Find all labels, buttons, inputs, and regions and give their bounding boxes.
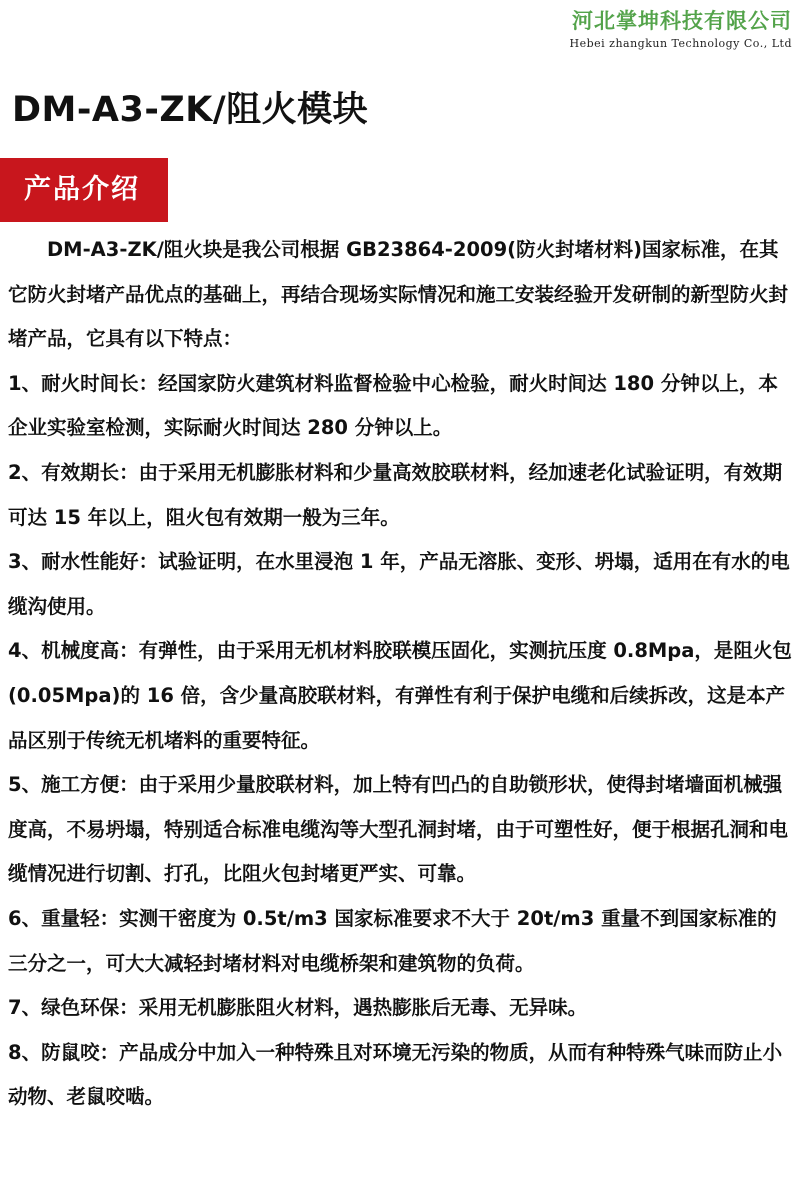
page-title: DM-A3-ZK/阻火模块 xyxy=(12,90,369,130)
feature-item-7: 7、绿色环保：采用无机膨胀阻火材料，遇热膨胀后无毒、无异味。 xyxy=(8,996,588,1020)
intro-paragraph: DM-A3-ZK/阻火块是我公司根据 GB23864-2009(防火封堵材料)国家标准，在其它防火封堵产品优点的基础上，再结合现场实际情况和施工安装经验开发研制的新型防火封堵产品，它具有以下特点： xyxy=(8,238,789,351)
feature-item-3: 3、耐水性能好：试验证明，在水里浸泡 1 年，产品无溶胀、变形、坍塌，适用在有水的电缆沟使用。 xyxy=(8,550,790,618)
feature-item-2: 2、有效期长：由于采用无机膨胀材料和少量高效胶联材料，经加速老化试验证明，有效期可达 15 年以上，阻火包有效期一般为三年。 xyxy=(8,460,783,529)
feature-item-8: 8、防鼠咬：产品成分中加入一种特殊且对环境无污染的物质，从而有种特殊气味而防止小动物、老鼠咬啮。 xyxy=(8,1040,783,1109)
company-name-en: Hebei zhangkun Technology Co., Ltd xyxy=(569,37,792,50)
feature-item-1: 1、耐火时间长：经国家防火建筑材料监督检验中心检验，耐火时间达 180 分钟以上，本企业实验室检测，实际耐火时间达 280 分钟以上。 xyxy=(8,371,778,440)
company-brand xyxy=(569,8,792,52)
feature-item-5: 5、施工方便：由于采用少量胶联材料，加上特有凹凸的自助锁形状，使得封堵墙面机械强度高，不易坍塌，特别适合标准电缆沟等大型孔洞封堵，由于可塑性好，便于根据孔洞和电缆情况进行切割、打孔，比阻火包封堵更严实、可靠。 xyxy=(8,773,789,886)
section-banner-product-intro: 产品介绍 xyxy=(0,158,168,222)
feature-item-6: 6、重量轻：实测干密度为 0.5t/m3 国家标准要求不大于 20t/m3 重量不到国家标准的三分之一，可大大减轻封堵材料对电缆桥架和建筑物的负荷。 xyxy=(8,906,777,975)
feature-item-4: 4、机械度高：有弹性，由于采用无机材料胶联模压固化，实测抗压度 0.8Mpa，是阻火包(0.05Mpa)的 16 倍，含少量高胶联材料，有弹性有利于保护电缆和后续拆改，这是本产品区别于传统无机堵料的重要特征。 xyxy=(8,639,792,752)
company-name-cn: 河北掌坤科技有限公司 xyxy=(572,9,792,33)
product-description xyxy=(8,228,792,1120)
